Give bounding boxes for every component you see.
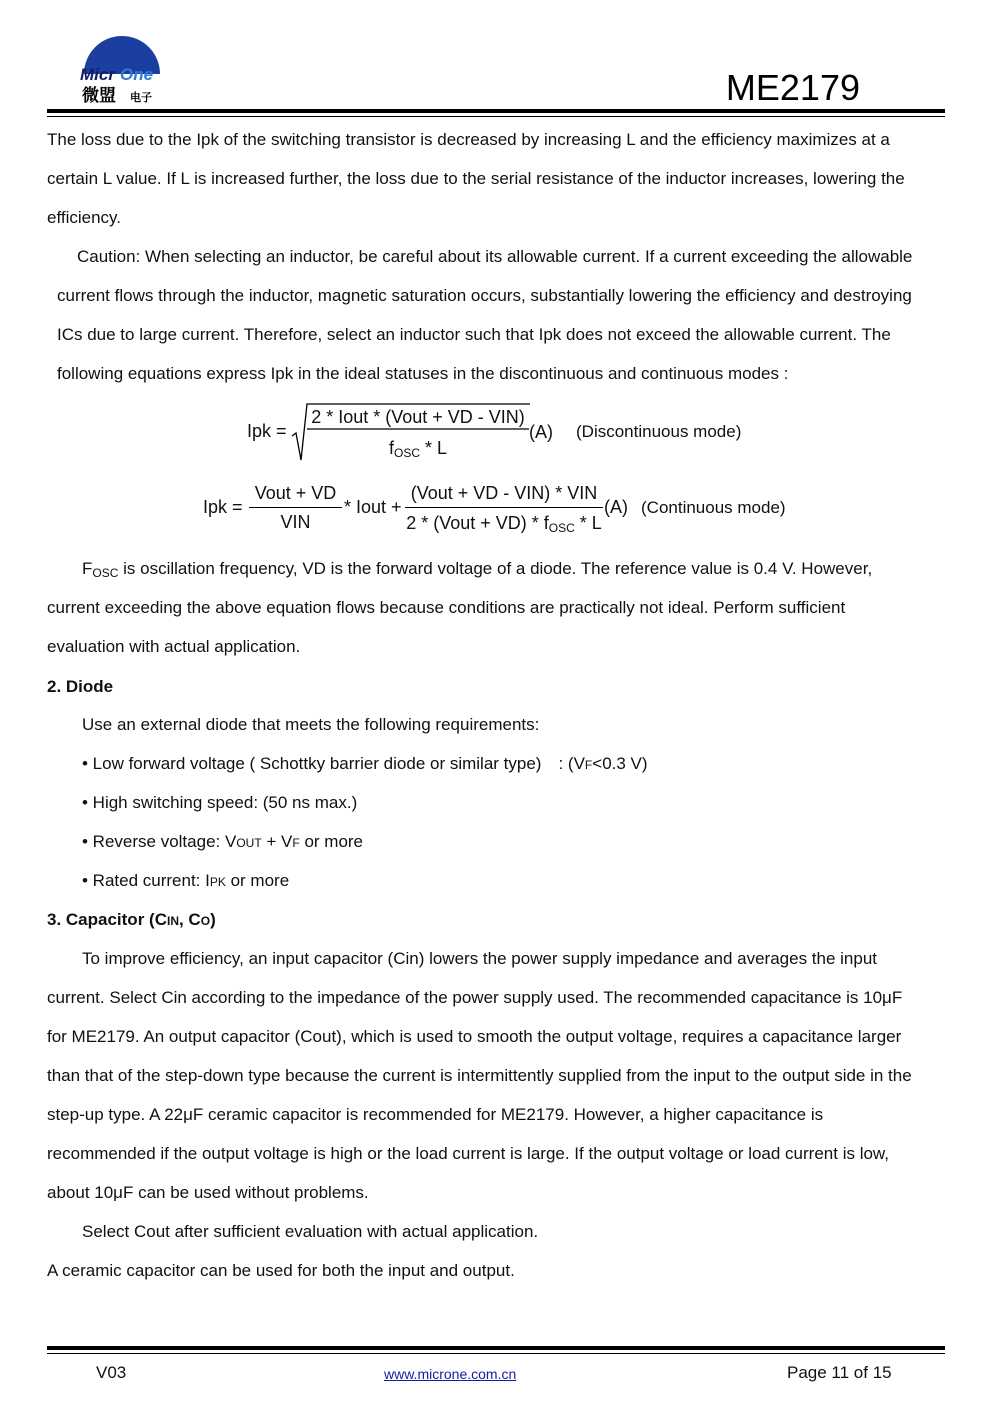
logo-cn-suffix: 电子 (130, 91, 152, 104)
formula1-unit: (A) (529, 422, 553, 442)
text-line: efficiency. (47, 208, 122, 227)
formula1-mode-label: (Discontinuous mode) (576, 422, 742, 441)
text-line: Caution: When selecting an inductor, be careful about its allowable current. If a current exceeding the allowable (77, 247, 913, 266)
formula1-numerator: 2 * Iout * (Vout + VD - VIN) (311, 407, 525, 427)
document-title: ME2179 (725, 67, 860, 108)
text-line: $F_{OSC}$ is oscillation frequency, VD is the forward voltage of a diode. The reference value is 0.4 V. However, (82, 559, 873, 580)
text-line: about 10μF can be used without problems. (47, 1183, 369, 1202)
text-line: current exceeding the above equation flows because conditions are practically not ideal. Perform sufficient (47, 598, 846, 617)
text-line: recommended if the output voltage is high or the load current is large. If the output voltage or load current is low, (47, 1144, 889, 1163)
text-line: current. Select Cin according to the impedance of the power supply used. The recommended capacitance is 10μF (47, 988, 903, 1007)
text-line: step-up type. A 22μF ceramic capacitor is recommended for ME2179. However, a higher capacitance is (47, 1105, 824, 1124)
footer-page-number: Page 11 of 15 (787, 1363, 892, 1382)
text-line: The loss due to the Ipk of the switching transistor is decreased by increasing L and the efficiency maximizes at a (47, 130, 890, 149)
formula2-frac2-denominator: 2 * (Vout + $VD) * f_{OSC}$ * L (406, 513, 602, 535)
logo-cn-name: 微盟 (82, 86, 116, 106)
bullet-item: • Rated current: IPK or more (82, 871, 290, 890)
text-line: current flows through the inductor, magnetic saturation occurs, substantially lowering the efficiency and destroying (57, 286, 912, 305)
formula2-frac1-denominator: VIN (280, 512, 311, 532)
text-line: for ME2179. An output capacitor (Cout), which is used to smooth the output voltage, requires a capacitance larger (47, 1027, 902, 1046)
formula2-mode-label: (Continuous mode) (641, 498, 786, 517)
footer-website-link[interactable]: www.microne.com.cn (384, 1366, 517, 1382)
bullet-item: • Reverse voltage: VOUT + VF or more (82, 832, 364, 851)
header-rule-thick (47, 109, 945, 113)
text-line: A ceramic capacitor can be used for both the input and output. (47, 1261, 515, 1280)
footer-rule-thick (47, 1346, 945, 1350)
text-line: To improve efficiency, an input capacitor (Cin) lowers the power supply impedance and averages the input (82, 949, 878, 968)
logo-text-prefix: Micr (80, 65, 115, 84)
text-line: Use an external diode that meets the following requirements: (82, 715, 540, 734)
formula2-frac1-numerator: Vout + VD (254, 483, 337, 503)
formula2-frac1-bar (249, 507, 342, 508)
microne-logo (78, 28, 168, 108)
section-heading-diode: 2. Diode (47, 677, 114, 696)
text-line: evaluation with actual application. (47, 637, 301, 656)
footer-version: V03 (96, 1363, 127, 1382)
text-line: certain L value. If L is increased further, the loss due to the serial resistance of the inductor increases, lowering the (47, 169, 905, 188)
formula2-lhs: Ipk = (203, 497, 243, 517)
text-line: than that of the step-down type because the current is intermittently supplied from the input to the output side in the (47, 1066, 912, 1085)
text-line: following equations express Ipk in the ideal statuses in the discontinuous and continuous modes : (57, 364, 789, 383)
bullet-item: • High switching speed: (50 ns max.) (82, 793, 358, 812)
section-heading-capacitor: 3. Capacitor (CIN, CO) (47, 910, 216, 929)
header-rule-thin (47, 116, 945, 117)
formula2-frac2-bar (405, 507, 603, 508)
formula1-lhs: Ipk = (247, 421, 287, 441)
footer-rule-thin (47, 1353, 945, 1354)
text-line: ICs due to large current. Therefore, select an inductor such that Ipk does not exceed the allowable current. The (57, 325, 891, 344)
formula1-denominator: $f_{OSC}$ * L (388, 438, 448, 460)
logo-text-suffix: One (120, 65, 154, 84)
bullet-item: • Low forward voltage ( Schottky barrier diode or similar type) : (VF<0.3 V) (82, 754, 648, 773)
text-line: Select Cout after sufficient evaluation with actual application. (82, 1222, 539, 1241)
formula2-unit: (A) (604, 497, 628, 517)
formula2-frac2-numerator: (Vout + VD - VIN) * VIN (410, 483, 598, 503)
formula2-middle: * Iout + (344, 497, 402, 517)
